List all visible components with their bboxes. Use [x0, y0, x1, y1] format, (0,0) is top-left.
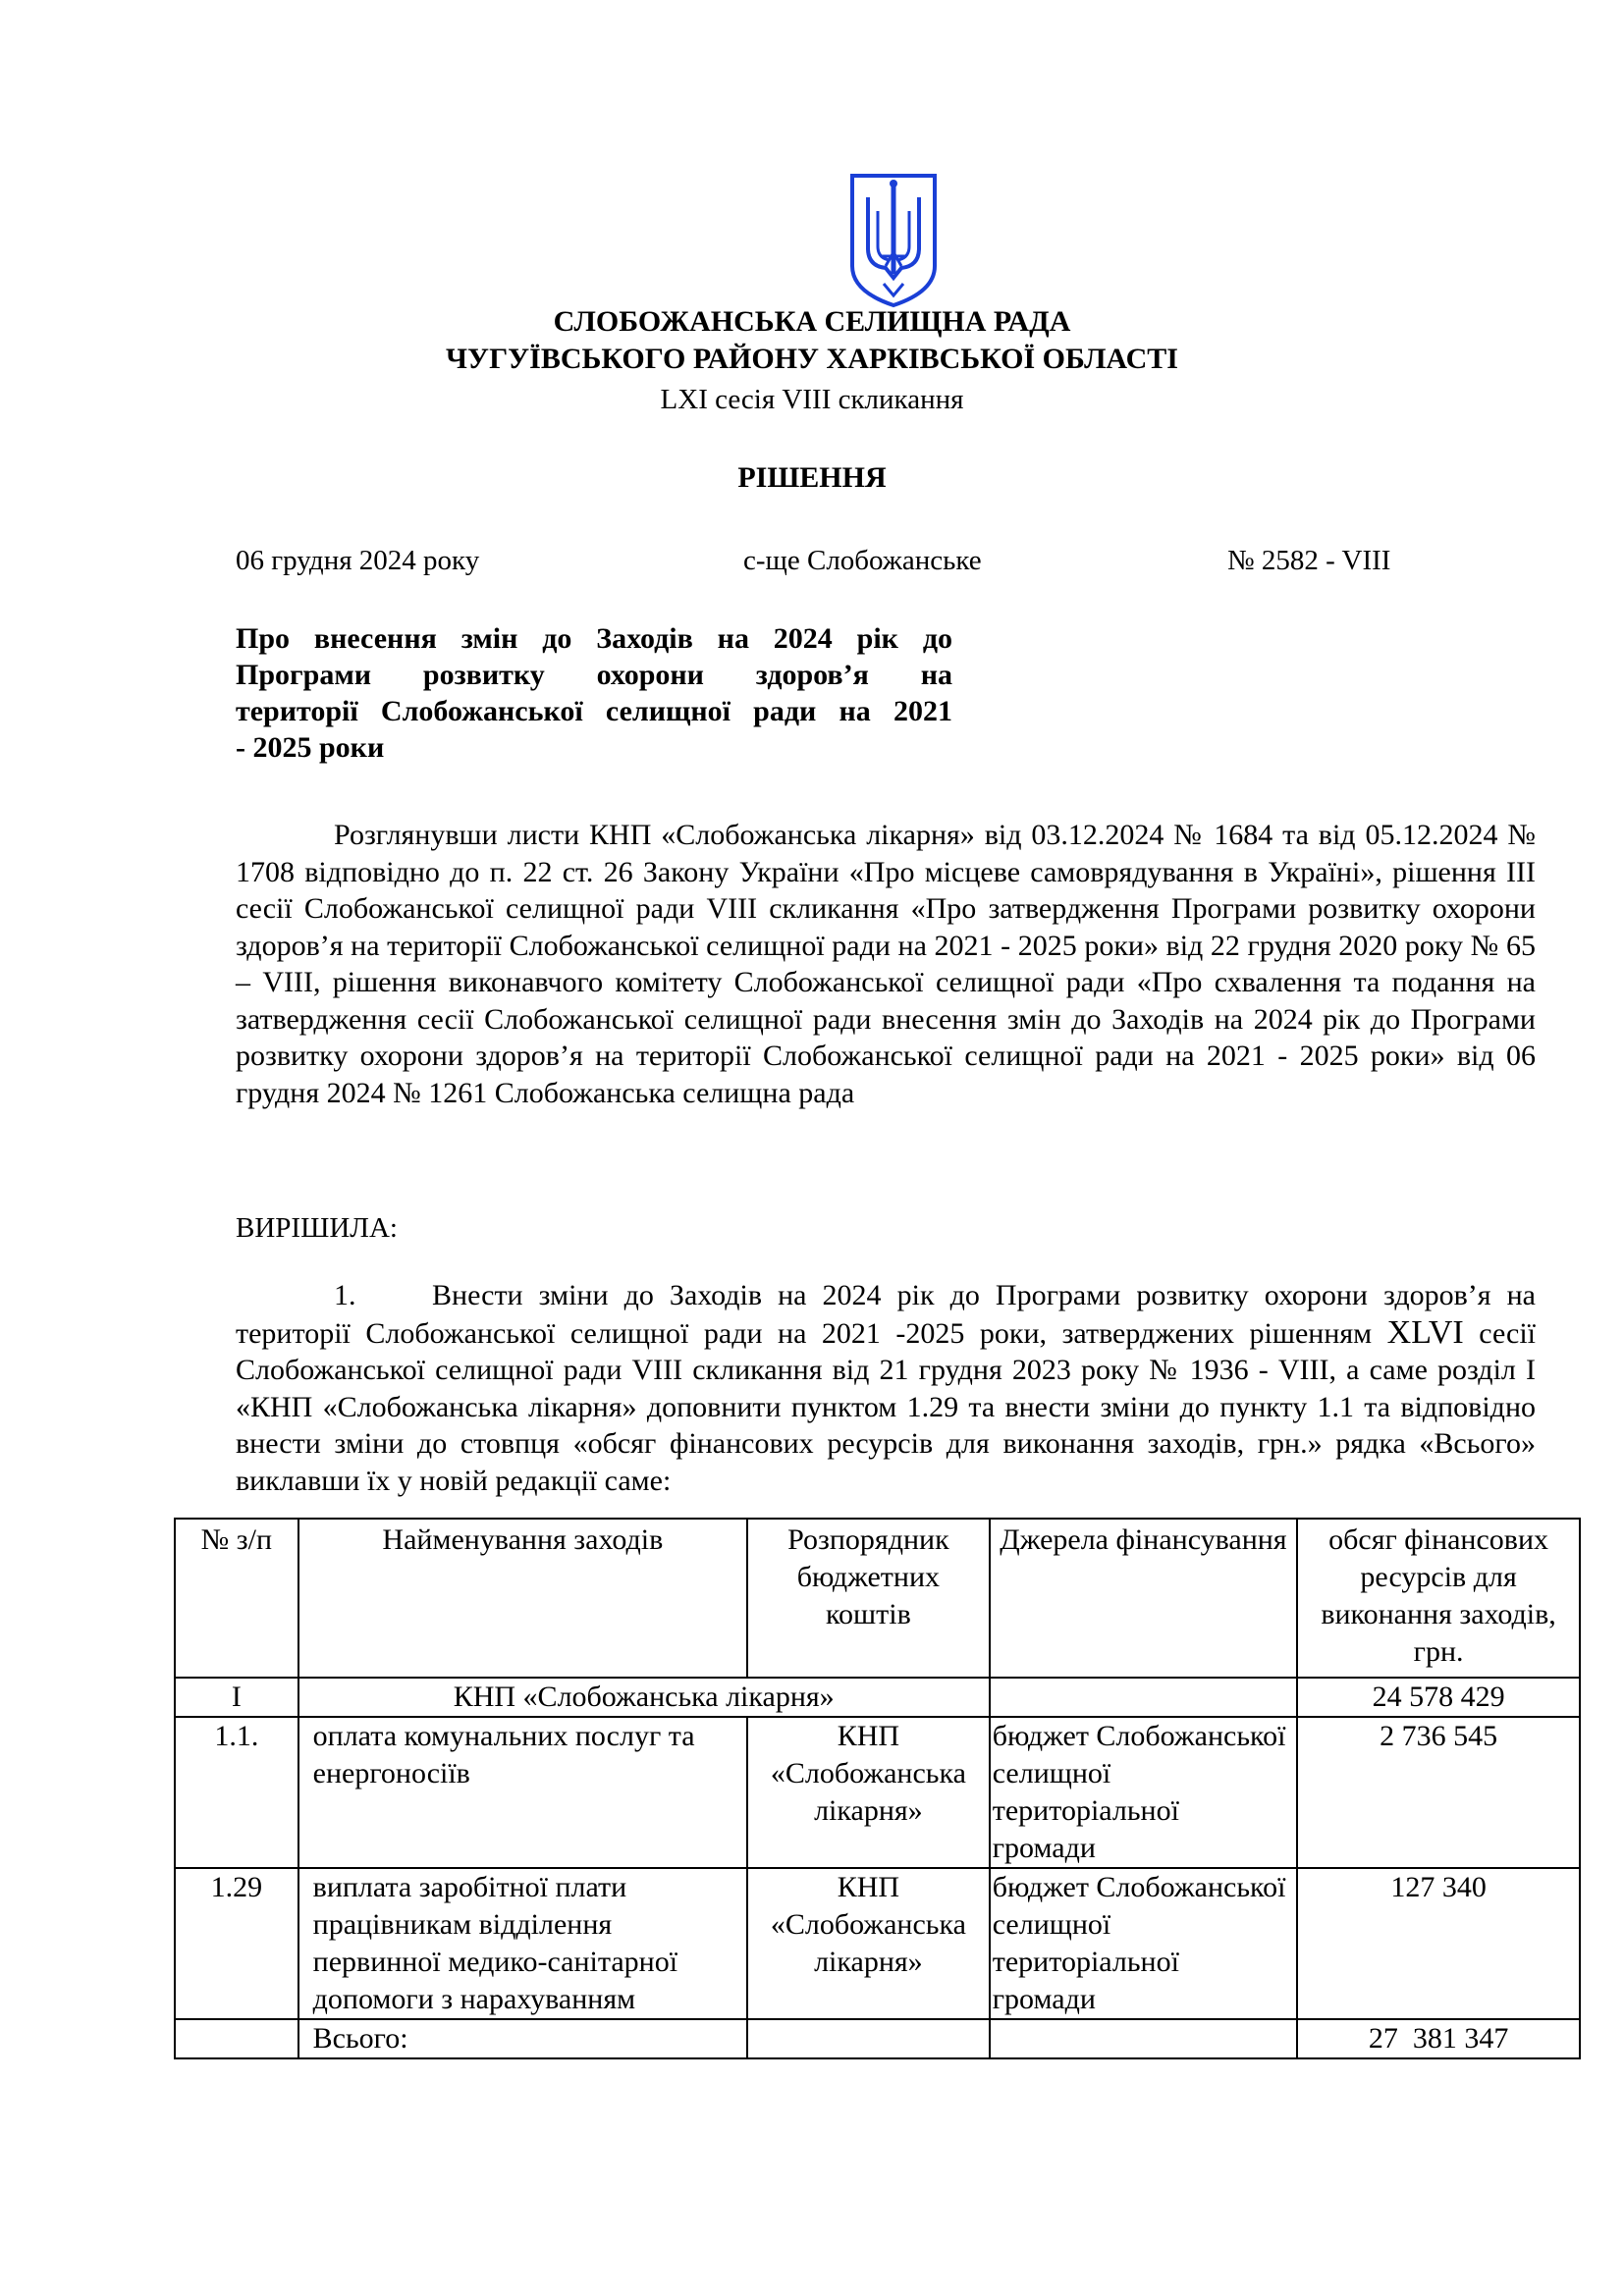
preamble-paragraph: Розглянувши листи КНП «Слобожанська лікарня» від 03.12.2024 № 1684 та від 05.12.2024 № 1708 відповідно до п. 22 ст. 26 Закону України «Про місцеве самоврядування в Україні», рішення III сесії Слобожанської селищної ради VIII скликання «Про затвердження Програми розвитку охорони здоров’я на території Слобожанської селищної ради на 2021 - 2025 роки» від 22 грудня 2020 року № 65 – VIII, рішення виконавчого комітету Слобожанської селищної ради «Про схвалення та подання на затвердження сесії Слобожанської селищної ради внесення змін до Заходів на 2024 рік до Програми розвитку охорони здоров’я на території Слобожанської селищної ради на 2021 - 2025 роки» від 06 грудня 2024 № 1261 Слобожанська селищна рада [236, 819, 1536, 1109]
district-title: ЧУГУЇВСЬКОГО РАЙОНУ ХАРКІВСЬКОЇ ОБЛАСТІ [446, 343, 1178, 375]
decision-date: 06 грудня 2024 року [236, 545, 480, 576]
table-row [175, 1868, 1580, 2019]
decision-subject [236, 620, 952, 766]
council-title: СЛОБОЖАНСЬКА СЕЛИЩНА РАДА [553, 305, 1071, 338]
table-row [175, 1717, 1580, 1868]
document-type: РІШЕННЯ [737, 461, 887, 494]
row-num: 1.29 [175, 1868, 298, 2019]
row-sum: 2 736 545 [1297, 1717, 1580, 1868]
total-sum: 27 381 347 [1297, 2019, 1580, 2058]
item-text-b: сесії Слобожанської селищної ради VIII скликання від 21 грудня 2023 року № 1936 - VIII, а саме розділ І «КНП «Слобожанська лікарня» доповнити пунктом 1.29 та внести зміни до пункту 1.1 та відповідно внести зміни до стовпця «обсяг фінансових ресурсів для виконання заходів, грн.» рядка «Всього» виклавши їх у новій редакції саме: [236, 1316, 1536, 1497]
header-source: Джерела фінансування [990, 1519, 1297, 1678]
row-manager: КНП «Слобожанська лікарня» [747, 1717, 990, 1868]
item-text-a: Внести зміни до Заходів на 2024 рік до Програми розвитку охорони здоров’я на території Слобожанської селищної ради на 2021 -2025 роки, затверджених рішенням [236, 1279, 1536, 1350]
subject-line-2: Програми розвитку охорони здоров’я на [236, 659, 952, 691]
resolution-item-1 [236, 1277, 1536, 1499]
header-num: № з/п [175, 1519, 298, 1678]
decision-number: № 2582 - VIII [1227, 545, 1391, 576]
item-session-roman: XLVI [1386, 1313, 1464, 1351]
table-header-row [175, 1519, 1580, 1678]
row-manager: КНП «Слобожанська лікарня» [747, 1868, 990, 2019]
total-manager-empty [747, 2019, 990, 2058]
section-sum: 24 578 429 [1297, 1678, 1580, 1717]
resolved-heading: ВИРІШИЛА: [236, 1212, 398, 1244]
header-sum: обсяг фінансових ресурсів для виконання заходів, грн. [1297, 1519, 1580, 1678]
section-name: КНП «Слобожанська лікарня» [298, 1678, 990, 1717]
header-name: Найменування заходів [298, 1519, 747, 1678]
subject-line-4: - 2025 роки [236, 731, 385, 764]
section-source-empty [990, 1678, 1297, 1717]
section-row [175, 1678, 1580, 1717]
total-label: Всього: [298, 2019, 747, 2058]
row-name: оплата комунальних послуг та енергоносіїв [298, 1717, 747, 1868]
subject-line-1: Про внесення змін до Заходів на 2024 рік до [236, 622, 952, 655]
row-source: бюджет Слобожанської селищної територіальної громади [990, 1868, 1297, 2019]
decision-place: с-ще Слобожанське [743, 545, 982, 576]
coat-of-arms-icon [846, 172, 941, 309]
header-manager: Розпорядник бюджетних коштів [747, 1519, 990, 1678]
row-num: 1.1. [175, 1717, 298, 1868]
row-source: бюджет Слобожанської селищної територіальної громади [990, 1717, 1297, 1868]
measures-table [174, 1518, 1581, 2059]
session-line: LXI сесія VIII скликання [660, 384, 964, 415]
total-row [175, 2019, 1580, 2058]
row-sum: 127 340 [1297, 1868, 1580, 2019]
subject-line-3: території Слобожанської селищної ради на 2021 [236, 695, 952, 727]
total-source-empty [990, 2019, 1297, 2058]
row-name: виплата заробітної плати працівникам відділення первинної медико-санітарної допомоги з нарахуванням [298, 1868, 747, 2019]
item-number: 1. [334, 1279, 356, 1311]
total-num-empty [175, 2019, 298, 2058]
section-num: І [175, 1678, 298, 1717]
